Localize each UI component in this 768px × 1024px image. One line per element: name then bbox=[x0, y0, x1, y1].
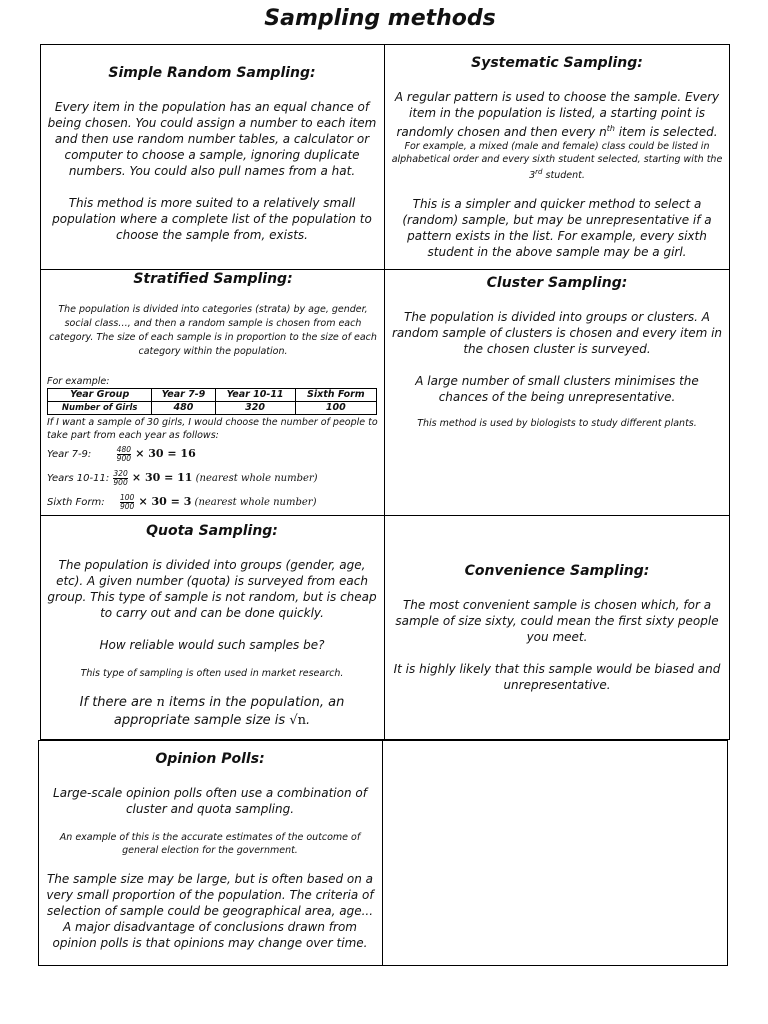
year-group-table bbox=[47, 388, 377, 415]
simple-random-heading: Simple Random Sampling: bbox=[108, 65, 316, 81]
fraction: $\frac{320}{900}$ bbox=[113, 468, 128, 487]
calc-result: × 30 = 16 bbox=[135, 447, 196, 460]
cluster-text-1: The population is divided into groups or clusters. A random sample of clusters is chosen and every item in the chosen cluster is surveyed. bbox=[391, 310, 723, 356]
calc-result: × 30 = 11 bbox=[131, 471, 193, 484]
opinion-text-3: The sample size may be large, but is often based on a very small proportion of the population. The criteria of selection of sample could be geographical area, age... A major disadvantage of conclusions drawn from opinion polls is that opinions may change over time. bbox=[46, 872, 374, 950]
table-header-row bbox=[48, 389, 377, 402]
calc-note: (nearest whole number) bbox=[195, 473, 318, 484]
quota-text-4: If there are n items in the population, an appropriate sample size is √n. bbox=[79, 695, 345, 728]
table-header-cell: Year Group bbox=[48, 389, 152, 402]
simple-random-section bbox=[47, 65, 377, 243]
calc-row bbox=[47, 490, 379, 514]
stratified-heading: Stratified Sampling: bbox=[133, 271, 293, 287]
systematic-section bbox=[389, 55, 725, 260]
opinion-heading: Opinion Polls: bbox=[155, 751, 265, 767]
stratified-section bbox=[47, 271, 379, 514]
calc-row bbox=[47, 466, 379, 490]
stratified-calculations bbox=[47, 442, 379, 514]
stratified-text-1: The population is divided into categories (strata) by age, gender, social class…, and then a random sample is chosen from each category. The size of each sample is in proportion to the size of each category within the population. bbox=[49, 304, 377, 357]
fraction: $\frac{100}{900}$ bbox=[119, 492, 135, 511]
table-cell: Number of Girls bbox=[48, 402, 152, 415]
calc-label: Sixth Form: bbox=[47, 497, 105, 508]
calc-note: (nearest whole number) bbox=[194, 497, 317, 508]
opinion-grid bbox=[38, 740, 728, 966]
cluster-text-3: This method is used by biologists to study different plants. bbox=[417, 418, 697, 429]
quota-section bbox=[47, 523, 377, 730]
table-header-cell: Year 7-9 bbox=[152, 389, 215, 402]
calc-label: Year 7-9: bbox=[47, 449, 92, 460]
simple-random-text-2: This method is more suited to a relatively small population where a complete list of the population to choose the sample from, exists. bbox=[52, 196, 372, 242]
systematic-text-3: This is a simpler and quicker method to select a (random) sample, but may be unrepresentative if a pattern exists in the list. For example, every sixth student in the above sample may be a girl. bbox=[402, 197, 712, 260]
cluster-section bbox=[389, 275, 725, 430]
calc-row bbox=[47, 442, 379, 466]
table-cell: 320 bbox=[215, 402, 295, 415]
opinion-section bbox=[45, 751, 375, 951]
page-title: Sampling methods bbox=[264, 6, 496, 31]
quota-heading: Quota Sampling: bbox=[146, 523, 278, 539]
grid-divider-row-2 bbox=[41, 515, 729, 516]
methods-grid bbox=[40, 44, 730, 740]
opinion-text-1: Large-scale opinion polls often use a combination of cluster and quota sampling. bbox=[53, 786, 367, 816]
cluster-heading: Cluster Sampling: bbox=[486, 275, 628, 291]
cluster-text-2: A large number of small clusters minimises the chances of the being unrepresentative. bbox=[415, 374, 699, 404]
calc-result: × 30 = 3 bbox=[138, 495, 192, 508]
quota-text-1: The population is divided into groups (gender, age, etc). A given number (quota) is surveyed from each group. This type of sample is not random, but is cheap to carry out and can be done quickly. bbox=[47, 558, 377, 620]
calc-label: Years 10-11: bbox=[47, 473, 110, 484]
stratified-example-label: For example: bbox=[47, 376, 110, 387]
convenience-heading: Convenience Sampling: bbox=[464, 563, 650, 579]
table-cell: 100 bbox=[295, 402, 376, 415]
empty-cell bbox=[383, 741, 727, 965]
table-row bbox=[48, 402, 377, 415]
systematic-heading: Systematic Sampling: bbox=[471, 55, 643, 71]
simple-random-text-1: Every item in the population has an equal chance of being chosen. You could assign a number to each item and then use random number tables, a calculator or computer to choose a sample, ignoring duplicate numbers. You could also pull names from a hat. bbox=[47, 100, 377, 178]
fraction: $\frac{480}{900}$ bbox=[116, 444, 131, 463]
table-cell: 480 bbox=[152, 402, 215, 415]
quota-text-3: This type of sampling is often used in market research. bbox=[80, 668, 344, 679]
opinion-text-2: An example of this is the accurate estimates of the outcome of general election for the government. bbox=[59, 832, 361, 856]
systematic-text-2: For example, a mixed (male and female) class could be listed in alphabetical order and every sixth student selected, starting with the 3rd student. bbox=[391, 141, 723, 182]
grid-divider-row-1 bbox=[41, 269, 729, 270]
quota-text-2: How reliable would such samples be? bbox=[99, 638, 325, 652]
systematic-text-1: A regular pattern is used to choose the sample. Every item in the population is listed, a starting point is randomly chosen and then every $n^{th}$ item is selected. bbox=[394, 90, 720, 139]
table-header-cell: Sixth Form bbox=[295, 389, 376, 402]
convenience-text-1: The most convenient sample is chosen which, for a sample of size sixty, could mean the first sixty people you meet. bbox=[395, 598, 719, 644]
convenience-section bbox=[389, 563, 725, 693]
convenience-text-2: It is highly likely that this sample would be biased and unrepresentative. bbox=[393, 662, 721, 692]
grid-divider-vertical bbox=[384, 45, 385, 739]
stratified-text-2: If I want a sample of 30 girls, I would choose the number of people to take part from each year as follows: bbox=[47, 417, 378, 441]
table-header-cell: Year 10-11 bbox=[215, 389, 295, 402]
